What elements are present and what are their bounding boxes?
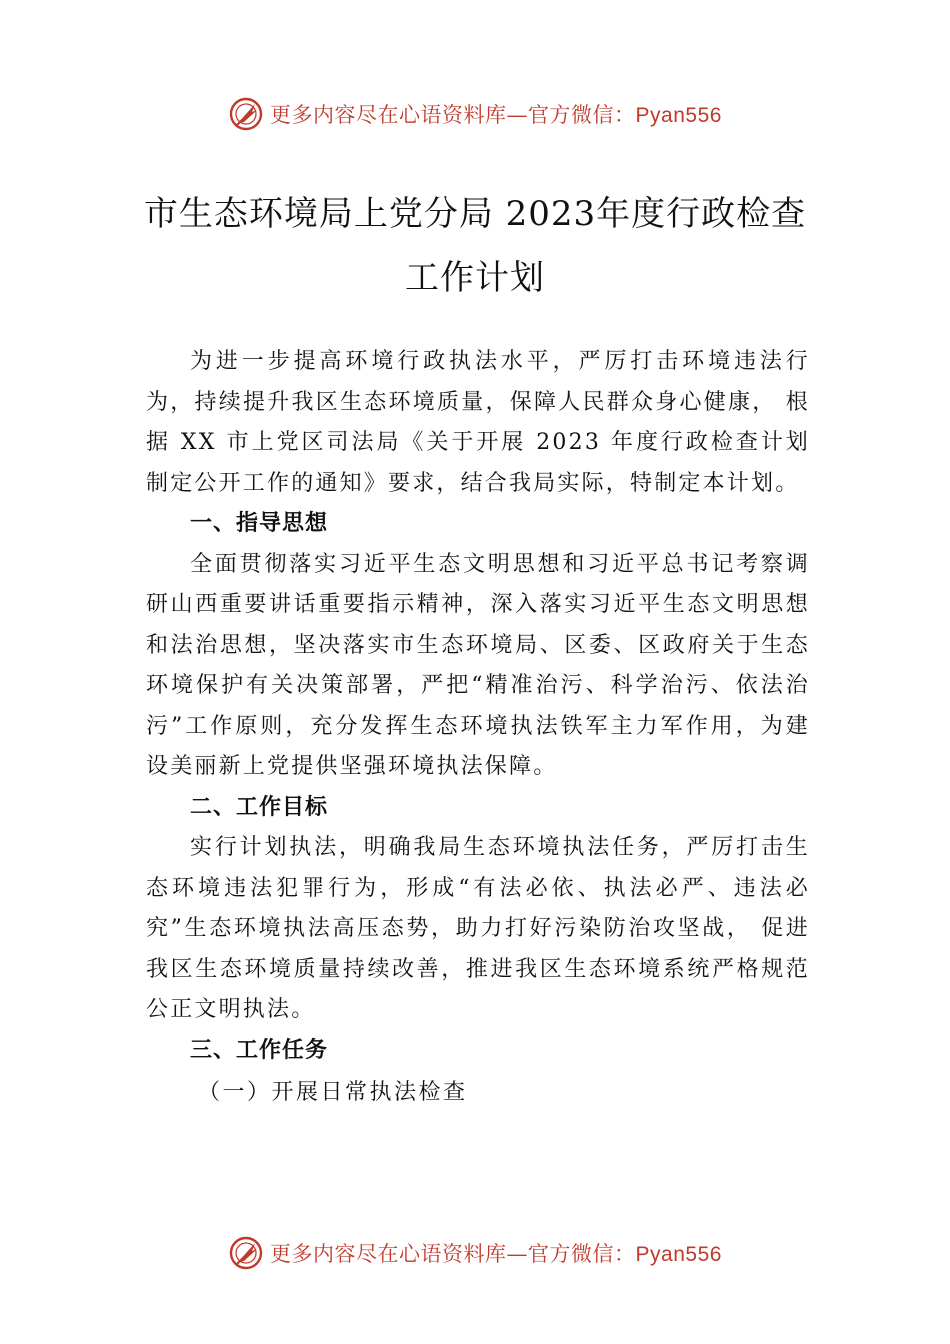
quill-seal-icon (228, 1235, 264, 1271)
watermark-text: 更多内容尽在心语资料库—官方微信：Pyan556 (270, 1242, 722, 1266)
wechat-id: Pyan556 (635, 104, 722, 127)
section-heading-guiding-ideology: 一、指导思想 (190, 511, 329, 536)
quill-seal-icon (228, 96, 264, 132)
section-heading-work-goals: 二、工作目标 (190, 794, 329, 820)
intro-paragraph: 为进一步提高环境行政执法水平，严厉打击环境违法行为，持续提升我区生态环境质量，保障人民群众身心健康， 根据 XX 市上党区司法局《关于开展 2023 年度行政检查计划制定公开工作的通知》要求，结合我局实际，特制定本计划。 (146, 349, 810, 496)
watermark-banner-bottom (0, 1233, 950, 1273)
document-title-line2: 工作计划 (405, 258, 545, 298)
watermark-banner-top (0, 94, 950, 134)
section-body-guiding-ideology: 全面贯彻落实习近平生态文明思想和习近平总书记考察调研山西重要讲话重要指示精神，深入落实习近平生态文明思想和法治思想，坚决落实市生态环境局、区委、区政府关于生态环境保护有关决策部署，严把“精准治污、科学治污、依法治污”工作原则，充分发挥生态环境执法铁军主力军作用，为建设美丽新上党提供坚强环境执法保障。 (146, 551, 810, 779)
wechat-id: Pyan556 (635, 1243, 722, 1266)
subheading-daily-inspection: （一）开展日常执法检查 (198, 1080, 468, 1105)
section-heading-work-tasks: 三、工作任务 (190, 1037, 329, 1063)
document-title-line1: 市生态环境局上党分局 2023年度行政检查 (143, 194, 807, 234)
section-body-work-goals: 实行计划执法，明确我局生态环境执法任务，严厉打击生态环境违法犯罪行为，形成“有法必依、执法必严、违法必究”生态环境执法高压态势，助力打好污染防治攻坚战， 促进我区生态环境质量持续改善，推进我区生态环境系统严格规范公正文明执法。 (146, 835, 810, 1022)
document-body (146, 342, 810, 1115)
watermark-text: 更多内容尽在心语资料库—官方微信：Pyan556 (270, 103, 722, 127)
